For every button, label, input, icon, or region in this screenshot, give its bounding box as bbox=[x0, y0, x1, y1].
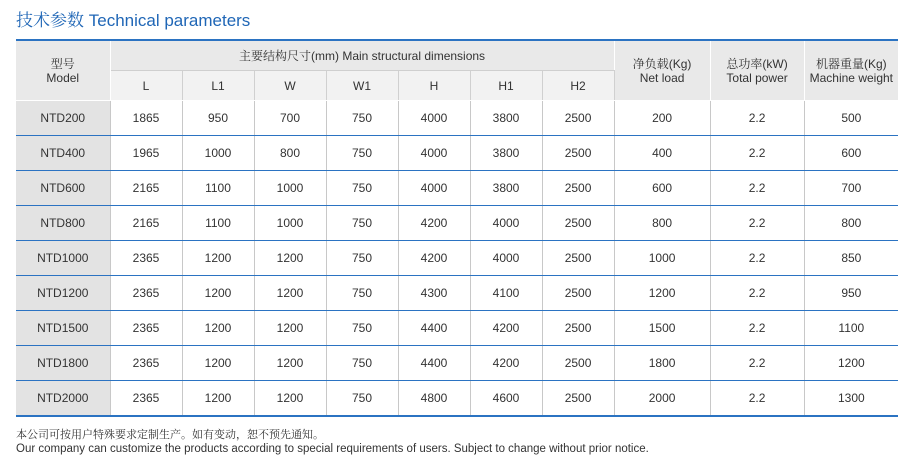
cell-w: 1000 bbox=[254, 171, 326, 206]
cell-l1: 1200 bbox=[182, 346, 254, 381]
cell-h2: 2500 bbox=[542, 276, 614, 311]
cell-h: 4800 bbox=[398, 381, 470, 417]
cell-l1: 1200 bbox=[182, 311, 254, 346]
cell-h: 4000 bbox=[398, 171, 470, 206]
cell-model: NTD2000 bbox=[16, 381, 110, 417]
cell-l: 2365 bbox=[110, 381, 182, 417]
cell-machine-weight: 500 bbox=[804, 101, 898, 136]
cell-l1: 1200 bbox=[182, 241, 254, 276]
cell-h1: 4000 bbox=[470, 241, 542, 276]
cell-model: NTD1800 bbox=[16, 346, 110, 381]
cell-total-power: 2.2 bbox=[710, 276, 804, 311]
cell-total-power: 2.2 bbox=[710, 206, 804, 241]
cell-h1: 4100 bbox=[470, 276, 542, 311]
cell-l1: 1100 bbox=[182, 171, 254, 206]
cell-l: 2165 bbox=[110, 206, 182, 241]
cell-w1: 750 bbox=[326, 311, 398, 346]
cell-w: 1200 bbox=[254, 346, 326, 381]
header-dim-l: L bbox=[110, 71, 182, 101]
cell-machine-weight: 950 bbox=[804, 276, 898, 311]
cell-h2: 2500 bbox=[542, 206, 614, 241]
cell-h: 4000 bbox=[398, 136, 470, 171]
title-zh: 技术参数 bbox=[16, 11, 84, 31]
cell-machine-weight: 1200 bbox=[804, 346, 898, 381]
cell-l1: 1100 bbox=[182, 206, 254, 241]
cell-total-power: 2.2 bbox=[710, 346, 804, 381]
table-header bbox=[16, 40, 898, 101]
header-dim-l1: L1 bbox=[182, 71, 254, 101]
header-dim-w: W bbox=[254, 71, 326, 101]
cell-l: 2365 bbox=[110, 276, 182, 311]
cell-machine-weight: 800 bbox=[804, 206, 898, 241]
footnote-zh: 本公司可按用户特殊要求定制生产。如有变动，恕不预先通知。 bbox=[16, 428, 324, 441]
cell-machine-weight: 1100 bbox=[804, 311, 898, 346]
header-net-load-en: Net load bbox=[639, 70, 685, 85]
cell-w: 1000 bbox=[254, 206, 326, 241]
cell-l: 2365 bbox=[110, 311, 182, 346]
page-title bbox=[16, 6, 250, 31]
cell-h1: 3800 bbox=[470, 101, 542, 136]
cell-model: NTD400 bbox=[16, 136, 110, 171]
table-row bbox=[16, 171, 898, 206]
cell-total-power: 2.2 bbox=[710, 381, 804, 417]
cell-w1: 750 bbox=[326, 171, 398, 206]
cell-l: 2165 bbox=[110, 171, 182, 206]
header-dimensions-group: 主要结构尺寸(mm) Main structural dimensions bbox=[110, 40, 614, 71]
cell-machine-weight: 600 bbox=[804, 136, 898, 171]
header-machine-weight-en: Machine weight bbox=[809, 70, 894, 85]
cell-l: 2365 bbox=[110, 241, 182, 276]
header-machine-weight bbox=[804, 40, 898, 101]
header-dim-h1: H1 bbox=[470, 71, 542, 101]
cell-h1: 4200 bbox=[470, 311, 542, 346]
footnote bbox=[16, 428, 649, 456]
cell-model: NTD200 bbox=[16, 101, 110, 136]
cell-net-load: 1800 bbox=[614, 346, 710, 381]
header-model-zh: 型号 bbox=[50, 56, 75, 71]
header-dim-h2: H2 bbox=[542, 71, 614, 101]
cell-total-power: 2.2 bbox=[710, 171, 804, 206]
cell-h: 4200 bbox=[398, 206, 470, 241]
header-net-load-zh: 净负载(Kg) bbox=[632, 56, 692, 71]
header-net-load bbox=[614, 40, 710, 101]
cell-w: 1200 bbox=[254, 241, 326, 276]
cell-w1: 750 bbox=[326, 346, 398, 381]
table-row bbox=[16, 381, 898, 417]
cell-w: 1200 bbox=[254, 311, 326, 346]
header-total-power bbox=[710, 40, 804, 101]
cell-h: 4300 bbox=[398, 276, 470, 311]
cell-h: 4000 bbox=[398, 101, 470, 136]
cell-l1: 1000 bbox=[182, 136, 254, 171]
cell-net-load: 600 bbox=[614, 171, 710, 206]
cell-net-load: 1200 bbox=[614, 276, 710, 311]
cell-h: 4400 bbox=[398, 311, 470, 346]
spec-table bbox=[16, 39, 898, 417]
table-body bbox=[16, 101, 898, 417]
cell-h: 4200 bbox=[398, 241, 470, 276]
cell-l: 2365 bbox=[110, 346, 182, 381]
footnote-en: Our company can customize the products according to special requirements of users. Subject to change without prior notice. bbox=[16, 443, 649, 455]
cell-h1: 4600 bbox=[470, 381, 542, 417]
cell-h1: 3800 bbox=[470, 171, 542, 206]
cell-w1: 750 bbox=[326, 276, 398, 311]
header-machine-weight-zh: 机器重量(Kg) bbox=[815, 56, 887, 71]
cell-w: 1200 bbox=[254, 276, 326, 311]
header-model bbox=[16, 40, 110, 101]
cell-net-load: 200 bbox=[614, 101, 710, 136]
cell-w1: 750 bbox=[326, 101, 398, 136]
table-row bbox=[16, 206, 898, 241]
cell-h1: 4200 bbox=[470, 346, 542, 381]
cell-machine-weight: 700 bbox=[804, 171, 898, 206]
cell-l: 1965 bbox=[110, 136, 182, 171]
cell-h2: 2500 bbox=[542, 381, 614, 417]
cell-w: 1200 bbox=[254, 381, 326, 417]
cell-net-load: 800 bbox=[614, 206, 710, 241]
header-total-power-en: Total power bbox=[726, 70, 788, 85]
cell-w1: 750 bbox=[326, 206, 398, 241]
table-row bbox=[16, 136, 898, 171]
cell-machine-weight: 1300 bbox=[804, 381, 898, 417]
cell-h: 4400 bbox=[398, 346, 470, 381]
header-total-power-zh: 总功率(kW) bbox=[726, 56, 788, 71]
cell-w1: 750 bbox=[326, 241, 398, 276]
cell-h1: 4000 bbox=[470, 206, 542, 241]
cell-net-load: 1500 bbox=[614, 311, 710, 346]
table-row bbox=[16, 346, 898, 381]
table-row bbox=[16, 101, 898, 136]
cell-l1: 1200 bbox=[182, 381, 254, 417]
cell-total-power: 2.2 bbox=[710, 101, 804, 136]
cell-net-load: 400 bbox=[614, 136, 710, 171]
cell-model: NTD1000 bbox=[16, 241, 110, 276]
cell-net-load: 2000 bbox=[614, 381, 710, 417]
title-en: Technical parameters bbox=[88, 11, 251, 30]
cell-total-power: 2.2 bbox=[710, 136, 804, 171]
cell-h2: 2500 bbox=[542, 346, 614, 381]
cell-w1: 750 bbox=[326, 381, 398, 417]
cell-machine-weight: 850 bbox=[804, 241, 898, 276]
cell-l1: 1200 bbox=[182, 276, 254, 311]
cell-total-power: 2.2 bbox=[710, 241, 804, 276]
cell-model: NTD1500 bbox=[16, 311, 110, 346]
cell-h2: 2500 bbox=[542, 241, 614, 276]
cell-w: 800 bbox=[254, 136, 326, 171]
cell-w1: 750 bbox=[326, 136, 398, 171]
cell-h2: 2500 bbox=[542, 136, 614, 171]
table-row bbox=[16, 276, 898, 311]
cell-model: NTD1200 bbox=[16, 276, 110, 311]
cell-h1: 3800 bbox=[470, 136, 542, 171]
cell-l1: 950 bbox=[182, 101, 254, 136]
cell-w: 700 bbox=[254, 101, 326, 136]
header-dim-h: H bbox=[398, 71, 470, 101]
cell-l: 1865 bbox=[110, 101, 182, 136]
table-row bbox=[16, 241, 898, 276]
cell-h2: 2500 bbox=[542, 311, 614, 346]
cell-net-load: 1000 bbox=[614, 241, 710, 276]
cell-model: NTD800 bbox=[16, 206, 110, 241]
cell-h2: 2500 bbox=[542, 101, 614, 136]
cell-h2: 2500 bbox=[542, 171, 614, 206]
cell-total-power: 2.2 bbox=[710, 311, 804, 346]
cell-model: NTD600 bbox=[16, 171, 110, 206]
header-model-en: Model bbox=[46, 70, 80, 85]
table-row bbox=[16, 311, 898, 346]
header-dim-w1: W1 bbox=[326, 71, 398, 101]
